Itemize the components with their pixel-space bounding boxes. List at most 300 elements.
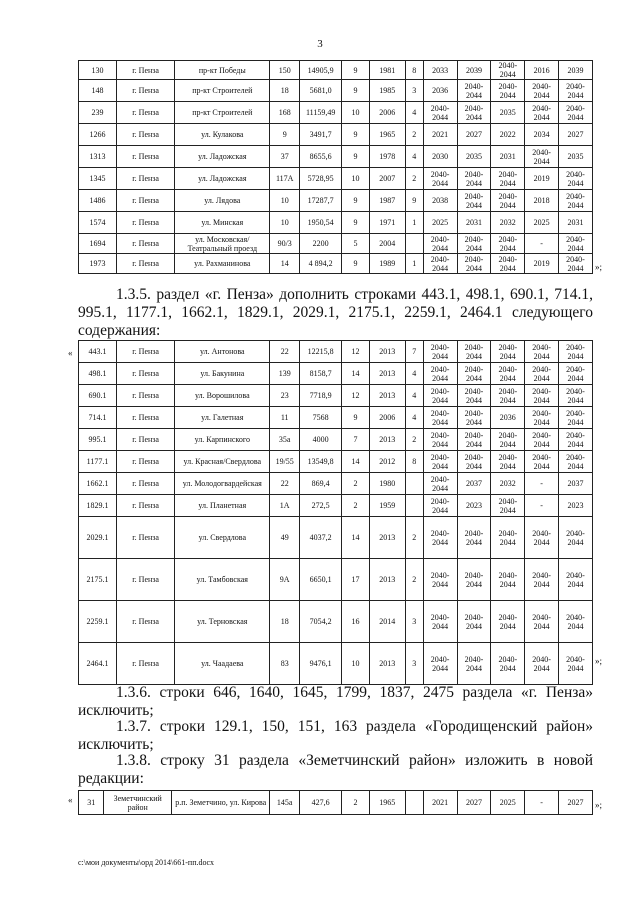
table-cell: 2040-2044 (423, 451, 457, 473)
table-row (79, 146, 593, 168)
table-cell: 6650,1 (300, 559, 342, 601)
table-cell: 2040-2044 (559, 80, 593, 102)
table-cell: 2040-2044 (457, 601, 491, 643)
table-cell: г. Пенза (117, 341, 175, 363)
table-2-open-mark: « (68, 348, 73, 358)
table-cell: 2035 (491, 102, 525, 124)
table-cell: 2018 (525, 190, 559, 212)
table-cell: 2040-2044 (525, 517, 559, 559)
table-cell: 2040-2044 (525, 429, 559, 451)
table-cell: 3 (405, 643, 423, 685)
table-row (79, 124, 593, 146)
table-cell: 2013 (369, 385, 405, 407)
table-cell: 2040-2044 (559, 407, 593, 429)
table-cell: 13549,8 (300, 451, 342, 473)
table-cell: 145а (270, 791, 300, 815)
table-cell: 4000 (300, 429, 342, 451)
table-cell: 1978 (369, 146, 405, 168)
table-row (79, 80, 593, 102)
table-cell: 2040-2044 (491, 254, 525, 274)
paragraph-1-3-6: 1.3.6. строки 646, 1640, 1645, 1799, 1837, 2475 раздела «г. Пенза» исключить; (78, 684, 593, 719)
table-cell: 1971 (369, 212, 405, 234)
table-cell: 2040-2044 (525, 451, 559, 473)
table-cell: 869,4 (300, 473, 342, 495)
table-cell: ул. Антонова (175, 341, 270, 363)
table-cell: ул. Ладожская (175, 168, 270, 190)
table-cell: 2040-2044 (423, 385, 457, 407)
table-cell: 18 (270, 601, 300, 643)
table-cell: 2040-2044 (559, 601, 593, 643)
table-cell (405, 791, 423, 815)
table-cell: 2040-2044 (457, 517, 491, 559)
table-cell: 2040-2044 (457, 559, 491, 601)
table-cell: 2040-2044 (457, 254, 491, 274)
table-cell: г. Пенза (117, 559, 175, 601)
table-cell: 10 (270, 212, 300, 234)
table-cell: 2040-2044 (525, 559, 559, 601)
table-cell: ул. Молодогвардейская (175, 473, 270, 495)
table-cell: 2027 (457, 124, 491, 146)
table-cell: ул. Карпинского (175, 429, 270, 451)
table-cell: 2040-2044 (423, 254, 457, 274)
table-cell: 2040-2044 (525, 407, 559, 429)
table-cell: 1А (270, 495, 300, 517)
table-cell: пр-кт Строителей (175, 80, 270, 102)
table-cell: г. Пенза (117, 190, 175, 212)
table-cell (405, 234, 423, 254)
table-cell: г. Пенза (117, 451, 175, 473)
table-cell: 139 (270, 363, 300, 385)
table-cell: 2 (405, 168, 423, 190)
table-cell: 3 (405, 80, 423, 102)
table-cell: 2040-2044 (457, 429, 491, 451)
table-cell: 12 (342, 341, 369, 363)
table-cell: 2027 (457, 791, 491, 815)
table-cell: ул. Терновская (175, 601, 270, 643)
table-cell: 11 (270, 407, 300, 429)
table-cell: 1973 (79, 254, 117, 274)
table-cell: 150 (270, 61, 300, 80)
table-cell: 9 (405, 190, 423, 212)
table-cell: 5728,95 (300, 168, 342, 190)
table-cell: 19/55 (270, 451, 300, 473)
table-cell: 2025 (491, 791, 525, 815)
table-row (79, 473, 593, 495)
table-cell: 2022 (491, 124, 525, 146)
table-cell: 17287,7 (300, 190, 342, 212)
table-row (79, 451, 593, 473)
table-cell: 7054,2 (300, 601, 342, 643)
table-cell: 2019 (525, 254, 559, 274)
table-cell: 2040-2044 (491, 451, 525, 473)
table-cell: 9А (270, 559, 300, 601)
table-cell: 2040-2044 (491, 429, 525, 451)
table-3-open-mark: « (68, 795, 73, 805)
table-cell: 35а (270, 429, 300, 451)
table-cell: 2016 (525, 61, 559, 80)
table-cell: 2034 (525, 124, 559, 146)
table-cell: 2040-2044 (423, 102, 457, 124)
table-row (79, 601, 593, 643)
table-cell: 2013 (369, 429, 405, 451)
table-cell: 2006 (369, 102, 405, 124)
table-cell: 130 (79, 61, 117, 80)
table-cell: г. Пенза (117, 61, 175, 80)
table-cell: 14 (342, 451, 369, 473)
table-cell: 239 (79, 102, 117, 124)
table-cell: 2021 (423, 791, 457, 815)
table-cell: 2013 (369, 363, 405, 385)
table-cell: 2040-2044 (457, 168, 491, 190)
table-cell: г. Пенза (117, 124, 175, 146)
table-cell: 9 (342, 254, 369, 274)
table-cell: 14 (342, 517, 369, 559)
table-cell: - (525, 473, 559, 495)
table-cell: 2013 (369, 341, 405, 363)
table-cell: 7718,9 (300, 385, 342, 407)
table-cell: 7 (342, 429, 369, 451)
table-cell: 9 (342, 146, 369, 168)
table-cell: 1662.1 (79, 473, 117, 495)
table-cell: 2012 (369, 451, 405, 473)
table-cell: 49 (270, 517, 300, 559)
table-row (79, 643, 593, 685)
table-cell: 2040-2044 (559, 102, 593, 124)
table-cell: 2040-2044 (423, 517, 457, 559)
table-cell: 2029.1 (79, 517, 117, 559)
table-cell: 2 (405, 429, 423, 451)
table-cell: 2040-2044 (559, 517, 593, 559)
table-cell: 272,5 (300, 495, 342, 517)
table-cell: 31 (79, 791, 104, 815)
file-path-footer: c:\мои документы\орд 2014\661-пп.docx (78, 858, 215, 867)
table-cell: 2040-2044 (457, 341, 491, 363)
table-cell: ул. Минская (175, 212, 270, 234)
table-2-close-mark: »; (595, 656, 603, 666)
table-cell: г. Пенза (117, 429, 175, 451)
table-cell: 2023 (559, 495, 593, 517)
table-cell: 12215,8 (300, 341, 342, 363)
table-cell: 5 (342, 234, 369, 254)
table-cell: 498.1 (79, 363, 117, 385)
table-cell: - (525, 234, 559, 254)
table-cell: 2040-2044 (525, 601, 559, 643)
table-cell: 2464.1 (79, 643, 117, 685)
table-cell: 2040-2044 (559, 451, 593, 473)
table-cell: 117А (270, 168, 300, 190)
table-cell: 8 (405, 61, 423, 80)
table-cell: 2040-2044 (457, 80, 491, 102)
table-cell: 2 (405, 517, 423, 559)
table-cell: 2200 (300, 234, 342, 254)
table-cell: 2 (405, 124, 423, 146)
table-cell: 2040-2044 (457, 363, 491, 385)
table-row (79, 517, 593, 559)
table-cell: 1345 (79, 168, 117, 190)
table-cell: 2036 (423, 80, 457, 102)
table-cell: ул. Лядова (175, 190, 270, 212)
table-cell: 443.1 (79, 341, 117, 363)
table-row (79, 341, 593, 363)
table-cell: 148 (79, 80, 117, 102)
table-cell: г. Пенза (117, 102, 175, 124)
table-cell: 9 (342, 124, 369, 146)
table-cell: 1829.1 (79, 495, 117, 517)
table-cell: ул. Тамбовская (175, 559, 270, 601)
table-cell: 2023 (457, 495, 491, 517)
table-cell: 2032 (491, 212, 525, 234)
table-row (79, 407, 593, 429)
table-cell: 14 (270, 254, 300, 274)
table-cell: 168 (270, 102, 300, 124)
table-cell: 2040-2044 (525, 80, 559, 102)
table-cell: 5681,0 (300, 80, 342, 102)
table-cell: 2040-2044 (457, 451, 491, 473)
table-cell: 3 (405, 601, 423, 643)
table-cell: 2013 (369, 643, 405, 685)
table-cell: ул. Рахманинова (175, 254, 270, 274)
page-number: 3 (317, 38, 323, 50)
table-cell: 2040-2044 (491, 559, 525, 601)
table-cell: 2040-2044 (491, 385, 525, 407)
table-cell: 2031 (491, 146, 525, 168)
table-cell: 2014 (369, 601, 405, 643)
table-cell: ул. Московская/ Театральный проезд (175, 234, 270, 254)
table-cell: 4 (405, 146, 423, 168)
table-cell: 2019 (525, 168, 559, 190)
table-cell: 2 (342, 473, 369, 495)
table-cell: 2040-2044 (491, 363, 525, 385)
table-cell: 22 (270, 341, 300, 363)
table-cell: 17 (342, 559, 369, 601)
table-cell: 2040-2044 (559, 341, 593, 363)
table-row (79, 559, 593, 601)
table-cell: 2040-2044 (559, 385, 593, 407)
table-3-close-mark: »; (595, 800, 603, 810)
table-cell: пр-кт Победы (175, 61, 270, 80)
table-cell: 2040-2044 (491, 234, 525, 254)
table-cell: 1965 (369, 124, 405, 146)
table-cell: 1694 (79, 234, 117, 254)
table-cell: 10 (342, 643, 369, 685)
table-cell: 4 (405, 385, 423, 407)
table-cell: 2039 (457, 61, 491, 80)
table-cell: 2021 (423, 124, 457, 146)
table-cell: 1266 (79, 124, 117, 146)
table-cell: г. Пенза (117, 234, 175, 254)
table-cell: 2 (405, 559, 423, 601)
table-cell: пр-кт Строителей (175, 102, 270, 124)
table-cell: 2040-2044 (559, 643, 593, 685)
table-cell: 4 (405, 102, 423, 124)
paragraph-1-3-7: 1.3.7. строки 129.1, 150, 151, 163 раздела «Городищенский район» исключить; (78, 718, 593, 753)
table-cell: 4 (405, 407, 423, 429)
table-cell: - (525, 791, 559, 815)
table-cell: 2040-2044 (457, 643, 491, 685)
table-cell: 2013 (369, 559, 405, 601)
table-cell: 2040-2044 (423, 643, 457, 685)
table-cell: 9 (342, 80, 369, 102)
table-cell: г. Пенза (117, 146, 175, 168)
table-cell: 2259.1 (79, 601, 117, 643)
table-cell: 714.1 (79, 407, 117, 429)
table-cell: 2031 (559, 212, 593, 234)
table-cell: 1965 (369, 791, 405, 815)
table-cell: г. Пенза (117, 495, 175, 517)
table-cell: г. Пенза (117, 363, 175, 385)
table-cell: 2040-2044 (457, 234, 491, 254)
table-cell: г. Пенза (117, 168, 175, 190)
table-3 (78, 790, 593, 815)
table-cell: 2040-2044 (525, 102, 559, 124)
table-cell: р.п. Земетчино, ул. Кирова (172, 791, 270, 815)
table-row (79, 212, 593, 234)
table-cell: 83 (270, 643, 300, 685)
table-cell: 2040-2044 (525, 385, 559, 407)
table-cell: 2027 (559, 124, 593, 146)
table-cell: 427,6 (300, 791, 342, 815)
table-cell: 2040-2044 (559, 254, 593, 274)
table-cell: ул. Планетная (175, 495, 270, 517)
table-cell: 1 (405, 254, 423, 274)
table-cell: 2040-2044 (559, 234, 593, 254)
table-cell: 2030 (423, 146, 457, 168)
paragraph-1-3-8: 1.3.8. строку 31 раздела «Земетчинский район» изложить в новой редакции: (78, 752, 593, 787)
table-cell: 2040-2044 (423, 601, 457, 643)
table-cell: 1987 (369, 190, 405, 212)
table-cell: 2031 (457, 212, 491, 234)
table-cell (405, 473, 423, 495)
table-cell: г. Пенза (117, 601, 175, 643)
table-2 (78, 340, 593, 685)
table-cell: 9 (270, 124, 300, 146)
table-cell: 2033 (423, 61, 457, 80)
table-row (79, 363, 593, 385)
table-cell: ул. Чаадаева (175, 643, 270, 685)
table-cell (405, 495, 423, 517)
table-cell: ул. Свердлова (175, 517, 270, 559)
table-cell: 2040-2044 (525, 643, 559, 685)
table-cell: 2040-2044 (423, 429, 457, 451)
table-cell: 1959 (369, 495, 405, 517)
table-row (79, 429, 593, 451)
table-cell: 2040-2044 (423, 234, 457, 254)
table-cell: 2036 (491, 407, 525, 429)
table-cell: г. Пенза (117, 385, 175, 407)
table-cell: ул. Бакунина (175, 363, 270, 385)
table-cell: 2037 (559, 473, 593, 495)
table-cell: 7568 (300, 407, 342, 429)
table-cell: 10 (342, 102, 369, 124)
table-cell: 2 (342, 791, 369, 815)
table-cell: 8655,6 (300, 146, 342, 168)
table-cell: 23 (270, 385, 300, 407)
table-cell: 9 (342, 407, 369, 429)
table-cell: 2 (342, 495, 369, 517)
table-cell: 1989 (369, 254, 405, 274)
table-cell: г. Пенза (117, 407, 175, 429)
table-cell: 2040-2044 (423, 341, 457, 363)
table-cell: 18 (270, 80, 300, 102)
table-cell: ул. Ладожская (175, 146, 270, 168)
table-cell: 2175.1 (79, 559, 117, 601)
table-cell: 2040-2044 (525, 363, 559, 385)
table-cell: 11159,49 (300, 102, 342, 124)
table-row (79, 102, 593, 124)
table-cell: 9 (342, 61, 369, 80)
table-cell: 1950,54 (300, 212, 342, 234)
table-cell: 1574 (79, 212, 117, 234)
table-cell: 37 (270, 146, 300, 168)
table-cell: 14 (342, 363, 369, 385)
table-cell: 2032 (491, 473, 525, 495)
table-cell: 22 (270, 473, 300, 495)
paragraph-1-3-5: 1.3.5. раздел «г. Пенза» дополнить строками 443.1, 498.1, 690.1, 714.1, 995.1, 1177.1, 1662.1, 1829.1, 2029.1, 2175.1, 2259.1, 2464.1 следующего содержания: (78, 286, 593, 339)
table-cell: 4 894,2 (300, 254, 342, 274)
table-cell: 2025 (423, 212, 457, 234)
table-cell: 690.1 (79, 385, 117, 407)
table-row (79, 168, 593, 190)
table-cell: 2040-2044 (491, 341, 525, 363)
table-cell: 1981 (369, 61, 405, 80)
table-cell: 2040-2044 (457, 190, 491, 212)
table-cell: 2040-2044 (559, 363, 593, 385)
table-row (79, 791, 593, 815)
table-cell: 8158,7 (300, 363, 342, 385)
table-cell: 16 (342, 601, 369, 643)
table-cell: 2040-2044 (491, 190, 525, 212)
table-cell: 2040-2044 (457, 102, 491, 124)
table-cell: 4037,2 (300, 517, 342, 559)
table-cell: 2007 (369, 168, 405, 190)
table-cell: 2040-2044 (423, 495, 457, 517)
table-cell: г. Пенза (117, 643, 175, 685)
table-cell: 2040-2044 (491, 61, 525, 80)
table-cell: 2040-2044 (457, 385, 491, 407)
table-row (79, 190, 593, 212)
table-row (79, 61, 593, 80)
table-cell: 9476,1 (300, 643, 342, 685)
table-cell: 2040-2044 (423, 473, 457, 495)
table-cell: 3491,7 (300, 124, 342, 146)
table-cell: г. Пенза (117, 212, 175, 234)
table-cell: 2040-2044 (559, 429, 593, 451)
table-cell: 2040-2044 (559, 559, 593, 601)
table-cell: 2040-2044 (525, 341, 559, 363)
table-cell: 2040-2044 (491, 601, 525, 643)
table-cell: г. Пенза (117, 254, 175, 274)
table-cell: 7 (405, 341, 423, 363)
table-cell: 2006 (369, 407, 405, 429)
table-cell: - (525, 495, 559, 517)
table-cell: ул. Кулакова (175, 124, 270, 146)
table-cell: 10 (270, 190, 300, 212)
table-cell: 2039 (559, 61, 593, 80)
table-cell: г. Пенза (117, 80, 175, 102)
table-1-close-mark: »; (595, 262, 603, 272)
table-cell: 4 (405, 363, 423, 385)
table-cell: 2040-2044 (491, 643, 525, 685)
table-cell: 2035 (457, 146, 491, 168)
table-row (79, 495, 593, 517)
table-cell: 2040-2044 (491, 517, 525, 559)
table-cell: 2040-2044 (559, 190, 593, 212)
table-cell: 2040-2044 (457, 407, 491, 429)
table-cell: 1486 (79, 190, 117, 212)
table-row (79, 254, 593, 274)
table-cell: 1980 (369, 473, 405, 495)
table-cell: 1985 (369, 80, 405, 102)
